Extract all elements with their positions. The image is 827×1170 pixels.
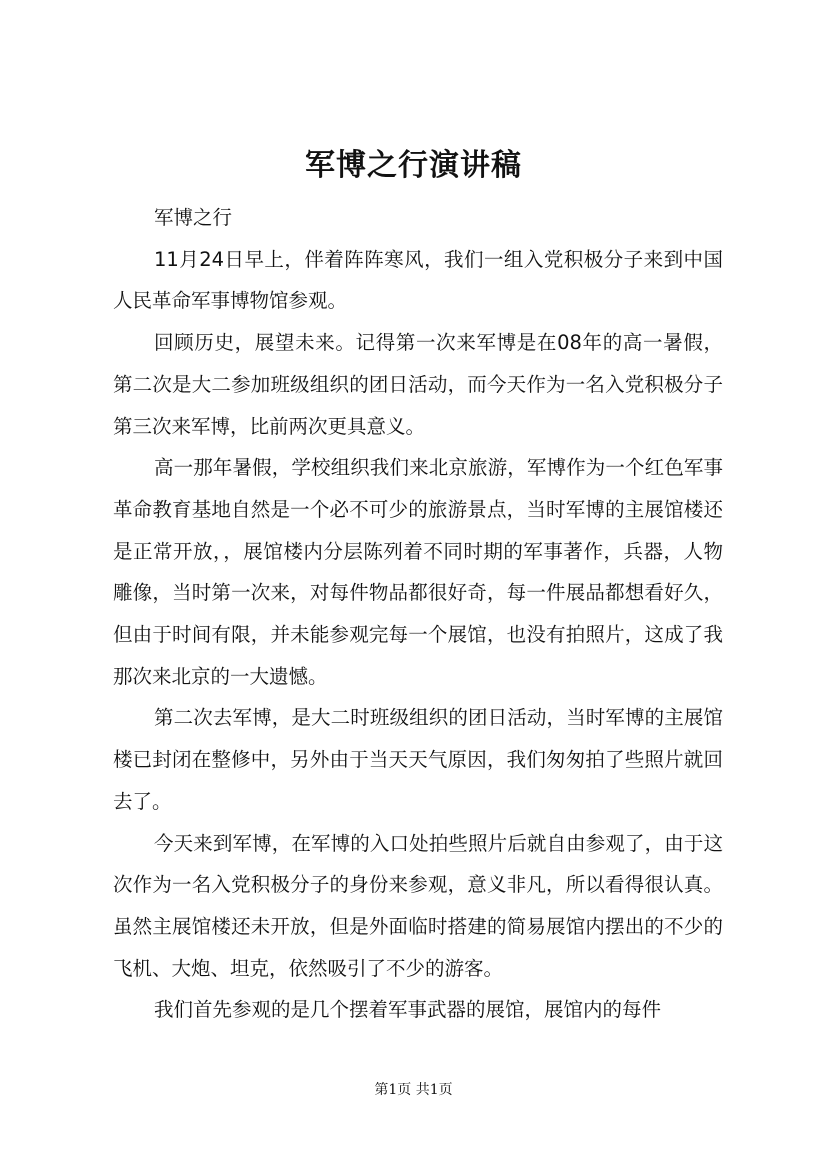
paragraph: 我们首先参观的是几个摆着军事武器的展馆，展馆内的每件	[154, 998, 662, 1022]
paragraph: 高一那年暑假，学校组织我们来北京旅游，军博作为一个红色军事革命教育基地自然是一个必不可少的旅游景点，当时军博的主展馆楼还是正常开放，，展馆楼内分层陈列着不同时期的军事著作，兵器，人物雕像，当时第一次来，对每件物品都很好奇，每一件展品都想看好久，但由于时间有限，并未能参观完每一个展馆，也没有拍照片，这成了我那次来北京的一大遗憾。	[113, 456, 723, 688]
paragraph: 今天来到军博，在军博的入口处拍些照片后就自由参观了，由于这次作为一名入党积极分子的身份来参观，意义非凡，所以看得很认真。虽然主展馆楼还未开放，但是外面临时搭建的简易展馆内摆出的不少的飞机、大炮、坦克，依然吸引了不少的游客。	[113, 831, 723, 980]
paragraph: 回顾历史，展望未来。记得第一次来军博是在08年的高一暑假，第二次是大二参加班级组织的团日活动，而今天作为一名入党积极分子第三次来军博，比前两次更具意义。	[113, 331, 723, 438]
document-body	[113, 197, 723, 1031]
document-title: 军博之行演讲稿	[305, 148, 522, 183]
page-number-footer: 第1页 共1页	[374, 1082, 453, 1098]
paragraph: 第二次去军博，是大二时班级组织的团日活动，当时军博的主展馆楼已封闭在整修中，另外由于当天天气原因，我们匆匆拍了些照片就回去了。	[113, 706, 723, 813]
paragraph-heading: 军博之行	[154, 206, 233, 229]
paragraph: 11月24日早上，伴着阵阵寒风，我们一组入党积极分子来到中国人民革命军事博物馆参观。	[113, 247, 723, 313]
